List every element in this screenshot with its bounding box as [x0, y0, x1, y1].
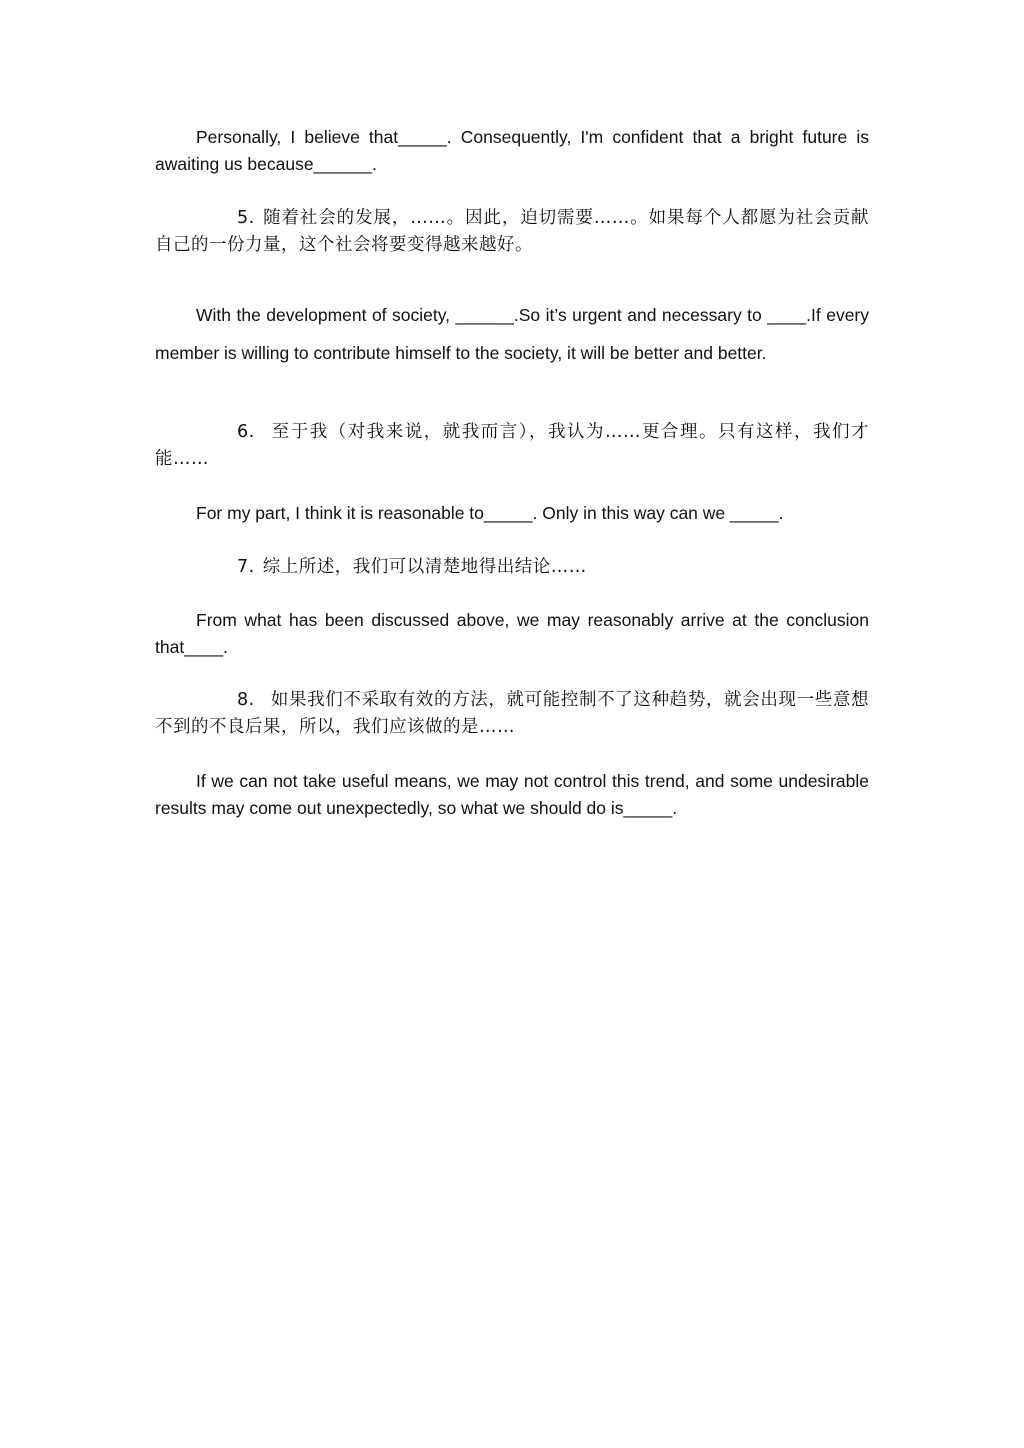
paragraph-text: 至于我（对我来说，就我而言），我认为……更合理。只有这样，我们才能……	[155, 422, 869, 469]
paragraph-item-8-chinese	[155, 687, 869, 741]
item-number: 7.	[237, 557, 255, 577]
paragraph-text: For my part, I think it is reasonable to_____. Only in this way can we _____.	[196, 503, 784, 523]
paragraph-text: From what has been discussed above, we may reasonably arrive at the conclusion that____.	[155, 610, 869, 657]
paragraph-text: 随着社会的发展，……。因此，迫切需要……。如果每个人都愿为社会贡献自己的一份力量，这个社会将要变得越来越好。	[155, 208, 869, 255]
paragraph-text: Personally, I believe that_____. Consequently, I'm confident that a bright future is awaiting us because______.	[155, 127, 869, 174]
paragraph-item-5-chinese	[155, 205, 869, 259]
item-number: 5.	[237, 208, 255, 228]
paragraph-text: With the development of society, ______.So it’s urgent and necessary to ____.If every member is willing to contribute himself to the society, it will be better and better.	[155, 305, 869, 363]
paragraph-text: 综上所述，我们可以清楚地得出结论……	[262, 557, 587, 577]
paragraph-text: 如果我们不采取有效的方法，就可能控制不了这种趋势，就会出现一些意想不到的不良后果，所以，我们应该做的是……	[155, 690, 869, 737]
paragraph-item-5-english	[155, 296, 869, 372]
paragraph-item-8-english	[155, 768, 869, 822]
item-number: 6.	[237, 422, 255, 442]
item-number: 8.	[237, 690, 255, 710]
paragraph-item-6-chinese	[155, 419, 869, 473]
paragraph-item-7-english	[155, 607, 869, 661]
paragraph-text: If we can not take useful means, we may not control this trend, and some undesirable results may come out unexpectedly, so what we should do is_____.	[155, 771, 869, 818]
paragraph-item-6-english	[155, 500, 869, 527]
paragraph-personal-belief	[155, 124, 869, 178]
paragraph-item-7-chinese	[155, 554, 869, 581]
